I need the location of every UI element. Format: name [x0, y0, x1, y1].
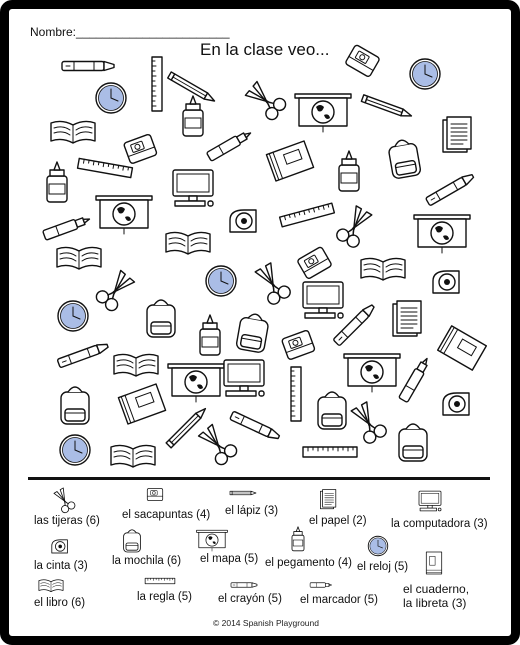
tape-icon — [230, 210, 256, 232]
backpack-icon — [147, 300, 175, 337]
clock-icon — [58, 301, 88, 331]
book-icon — [111, 445, 155, 467]
scissors-icon — [253, 261, 293, 306]
key-label-computer: la computadora (3) — [391, 518, 488, 530]
book-icon — [51, 121, 95, 143]
map-icon — [414, 215, 470, 253]
book-icon — [361, 258, 405, 280]
backpack-icon — [399, 424, 427, 461]
ruler-icon — [280, 203, 335, 227]
ruler-icon — [145, 578, 175, 584]
pencil-icon — [361, 95, 412, 119]
key-label-crayon: el crayón (5) — [218, 593, 282, 605]
book-icon — [114, 354, 158, 376]
computer-icon — [303, 282, 343, 318]
notebook-icon — [266, 141, 313, 181]
name-field[interactable] — [30, 25, 230, 39]
clock-icon — [410, 59, 440, 89]
sharpener-icon — [297, 246, 332, 279]
key-label-clock: el reloj (5) — [357, 561, 409, 573]
page-title: En la clase veo... — [200, 40, 330, 59]
marker-icon — [399, 356, 432, 403]
key-label-backpack: la mochila (6) — [112, 555, 182, 567]
crayon-icon — [57, 342, 109, 368]
ruler-icon — [152, 57, 162, 111]
sharpener-icon — [345, 44, 380, 77]
scissors-icon — [349, 400, 389, 445]
clock-icon — [96, 83, 126, 113]
key-label-sharpener: el sacapuntas (4) — [122, 509, 211, 521]
book-icon — [57, 247, 101, 269]
key-label-glue: el pegamento (4) — [265, 557, 352, 569]
sharpener-icon — [281, 330, 315, 360]
ruler-icon — [78, 158, 133, 177]
paper-icon — [320, 490, 335, 509]
map-icon — [96, 196, 152, 234]
map-icon — [295, 94, 351, 132]
computer-icon — [173, 170, 213, 206]
clock-icon — [206, 266, 236, 296]
crayon-icon — [426, 172, 476, 206]
glue-icon — [200, 315, 220, 355]
crayon-icon — [62, 62, 114, 71]
crayon-icon — [231, 583, 257, 588]
scissors-icon — [94, 268, 137, 313]
scissors-icon — [196, 422, 239, 467]
notebook-icon — [438, 326, 487, 370]
key-label-notebook: el cuaderno, la libreta (3) — [403, 582, 470, 610]
map-icon — [344, 354, 400, 392]
glue-icon — [183, 96, 203, 136]
glue-icon — [292, 527, 304, 551]
copyright: © 2014 Spanish Playground — [213, 618, 319, 628]
marker-icon — [310, 583, 332, 588]
divider — [28, 477, 490, 480]
sharpener-icon — [147, 489, 162, 501]
computer-icon — [419, 491, 441, 511]
tape-icon — [52, 540, 68, 553]
key-label-pencil: el lápiz (3) — [225, 505, 279, 517]
map-icon — [197, 530, 228, 551]
glue-icon — [47, 162, 67, 202]
pencil-icon — [166, 406, 208, 448]
notebook-icon — [426, 552, 441, 574]
book-icon — [166, 232, 210, 254]
paper-icon — [443, 117, 471, 152]
paper-icon — [393, 301, 421, 336]
ruler-icon — [303, 447, 357, 457]
book-icon — [39, 580, 63, 592]
scissors-icon — [52, 487, 76, 514]
backpack-icon — [124, 530, 141, 552]
tape-icon — [443, 393, 469, 415]
key-label-marker: el marcador (5) — [300, 594, 378, 606]
clock-icon — [60, 435, 90, 465]
backpack-icon — [236, 312, 270, 353]
crayon-icon — [230, 411, 281, 441]
tape-icon — [433, 271, 459, 293]
computer-icon — [224, 360, 264, 396]
key-label-ruler: la regla (5) — [137, 591, 192, 603]
crayon-icon — [333, 303, 376, 346]
pencil-icon — [230, 491, 256, 495]
notebook-icon — [118, 384, 165, 424]
map-icon — [168, 364, 224, 402]
backpack-icon — [61, 387, 89, 424]
clock-icon — [368, 536, 388, 556]
name-blank: _______________________ — [76, 25, 230, 39]
backpack-icon — [387, 138, 421, 179]
scissors-icon — [335, 204, 375, 249]
key-label-map: el mapa (5) — [200, 553, 259, 565]
marker-icon — [43, 214, 92, 240]
key-label-scissors: las tijeras (6) — [34, 515, 100, 527]
ruler-icon — [291, 367, 301, 421]
sharpener-icon — [123, 134, 157, 164]
marker-icon — [206, 129, 253, 162]
key-label-book: el libro (6) — [34, 597, 86, 609]
key-label-tape: la cinta (3) — [34, 560, 88, 572]
name-label: Nombre: — [30, 25, 77, 39]
key-label-paper: el papel (2) — [309, 515, 367, 527]
glue-icon — [339, 151, 359, 191]
backpack-icon — [318, 392, 346, 429]
scissors-icon — [243, 79, 288, 122]
